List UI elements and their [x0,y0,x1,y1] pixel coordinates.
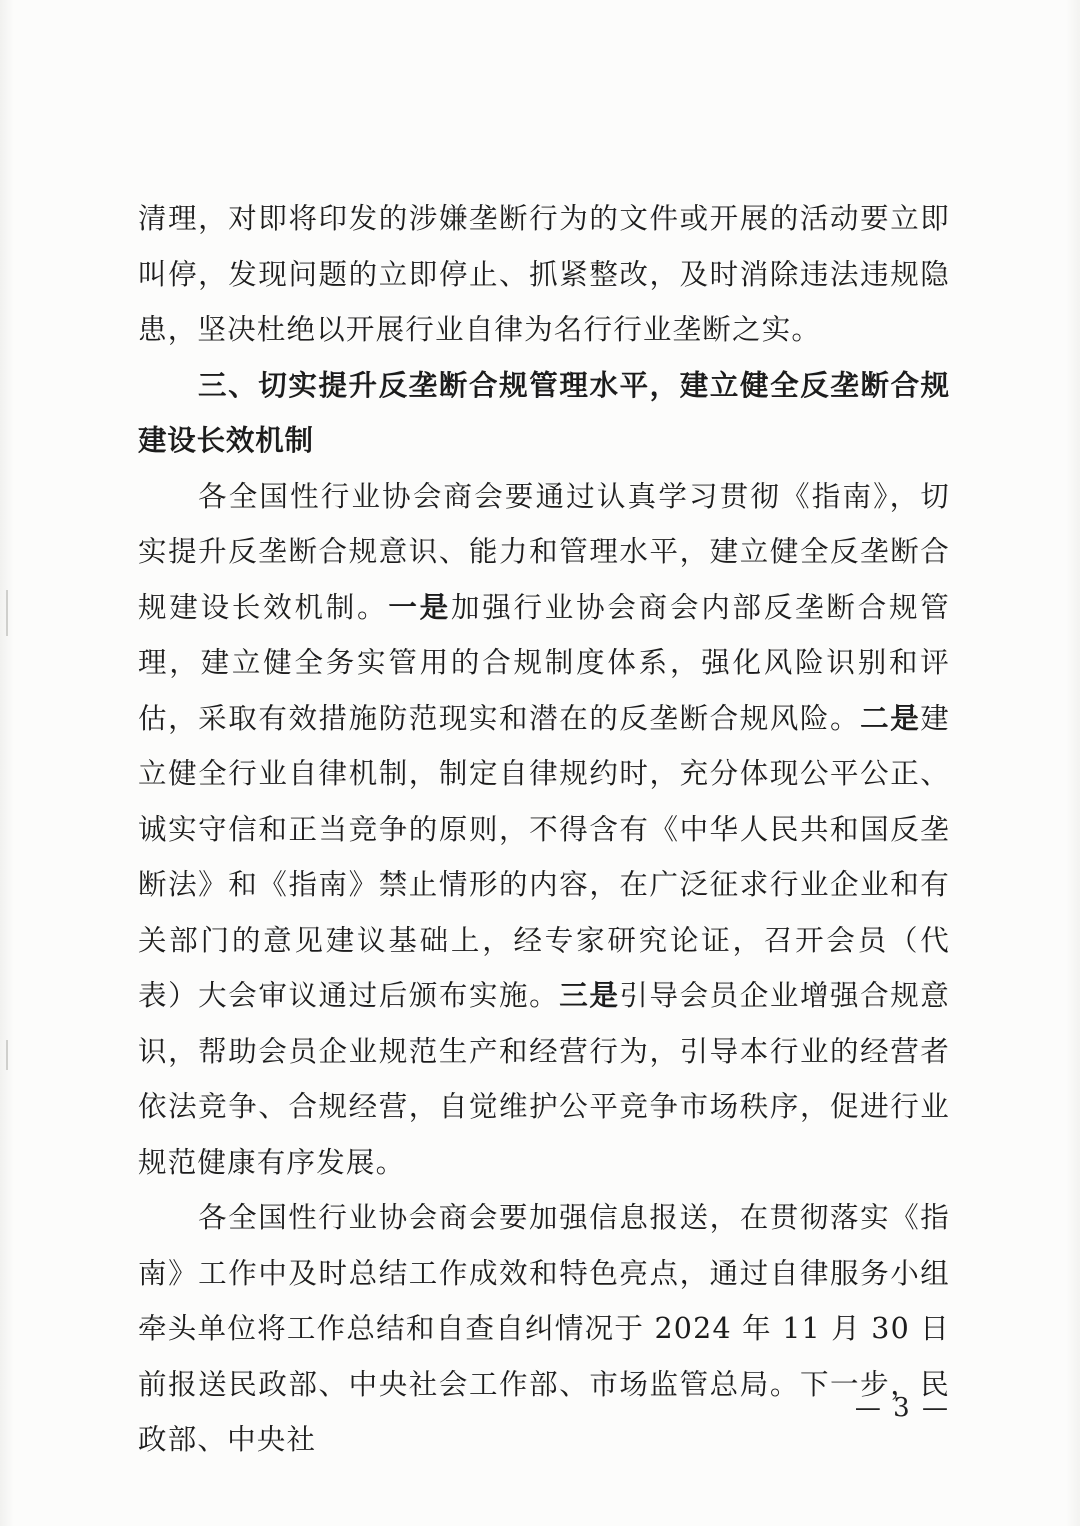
point-2-text: 建立健全行业自律机制，制定自律规约时，充分体现公平公正、诚实守信和正当竞争的原则，不得含有《中华人民共和国反垄断法》和《指南》禁止情形的内容，在广泛征求行业企业和有关部门的意见建议基础上，经专家研究论证，召开会员（代表）大会审议通过后颁布实施。 [138,701,950,1012]
scan-edge-mark [6,590,8,636]
point-3-text: 引导会员企业增强合规意识，帮助会员企业规范生产和经营行为，引导本行业的经营者依法竞争、合规经营，自觉维护公平竞争市场秩序，促进行业规范健康有序发展。 [138,979,950,1179]
section-heading: 三、切实提升反垄断合规管理水平，建立健全反垄断合规建设长效机制 [138,368,950,457]
page-number: — 3 — [854,1393,950,1423]
scan-edge-mark [6,1040,8,1070]
paragraph-intro: 清理，对即将印发的涉嫌垄断行为的文件或开展的活动要立即叫停，发现问题的立即停止、抓紧整改，及时消除违法违规隐患，坚决杜绝以开展行业自律为名行行业垄断之实。 [138,202,950,346]
document-body [138,191,950,1468]
point-2-label: 二是 [860,701,921,735]
paragraph-report: 各全国性行业协会商会要加强信息报送，在贯彻落实《指南》工作中及时总结工作成效和特色亮点，通过自律服务小组牵头单位将工作总结和自查自纠情况于 2024 年 11 月 30 日前报送民政部、中央社会工作部、市场监管总局。下一步，民政部、中央社 [138,1201,950,1456]
point-3-label: 三是 [559,979,620,1012]
point-1-text: 加强行业协会商会内部反垄断合规管理，建立健全务实管用的合规制度体系，强化风险识别和评估，采取有效措施防范现实和潜在的反垄断合规风险。 [138,590,951,735]
paragraph-main-lead: 各全国性行业协会商会要通过认真学习贯彻《指南》，切实提升反垄断合规意识、能力和管理水平，建立健全反垄断合规建设长效机制。 [138,479,950,624]
point-1-label: 一是 [388,590,451,624]
paragraph-main [138,469,950,1191]
